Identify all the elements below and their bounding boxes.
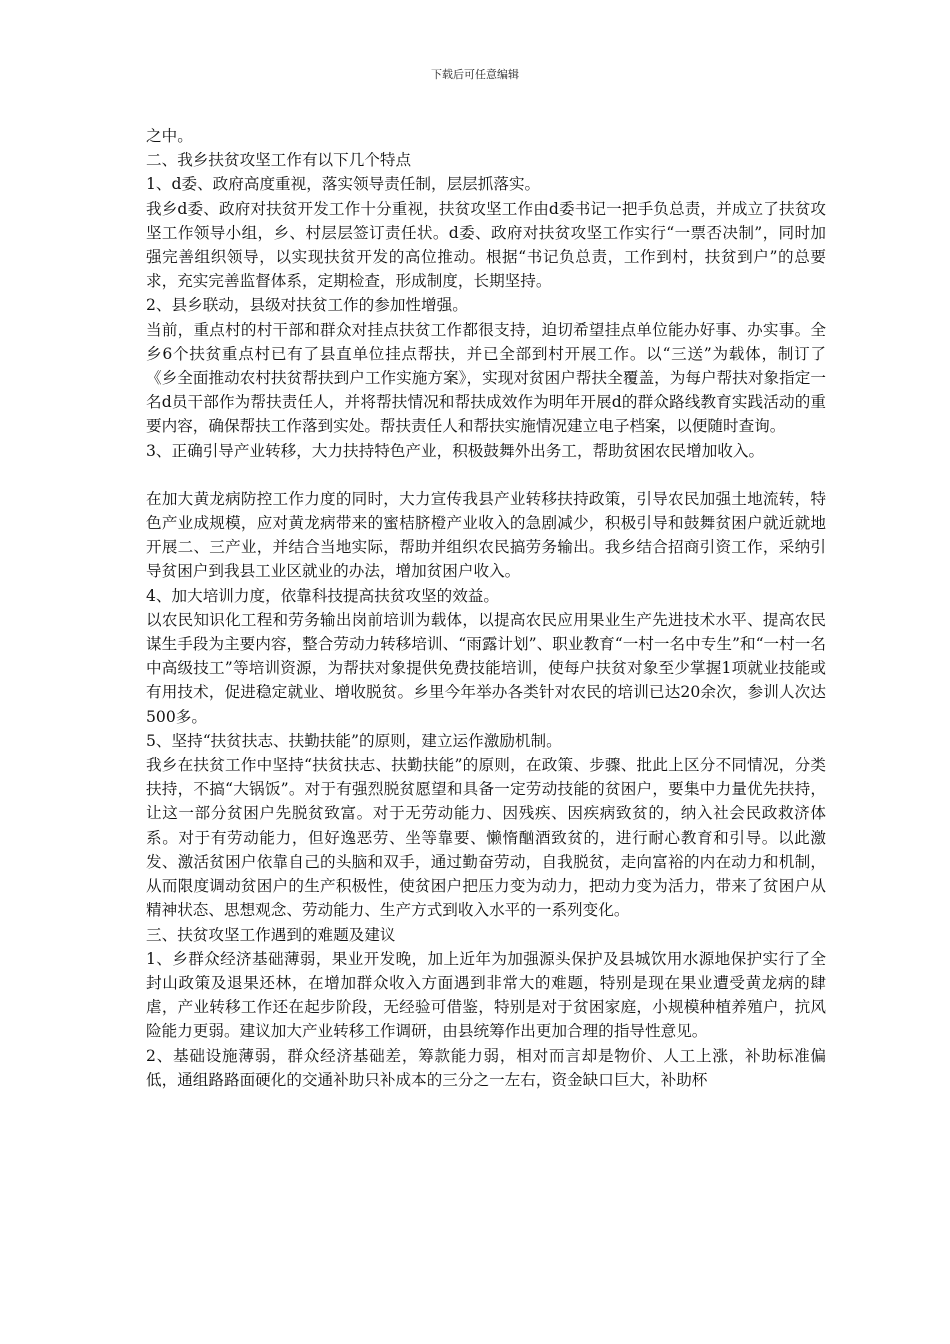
blank-line [146, 463, 826, 487]
subheading: 3、正确引导产业转移，大力扶持特色产业，积极鼓舞外出务工，帮助贫困农民增加收入。 [146, 441, 765, 460]
paragraph: 以农民知识化工程和劳务输出岗前培训为载体，以提高农民应用果业生产先进技术水平、提高农民谋生手段为主要内容，整合劳动力转移培训、“雨露计划”、职业教育“一村一名中专生”和“一村一名中高级技工”等培训资源，为帮扶对象提供免费技能培训，使每户扶贫对象至少掌握1项就业技能或有用技术，促进稳定就业、增收脱贫。乡里今年举办各类针对农民的培训已达20余次，参训人次达500多。 [146, 610, 826, 726]
paragraph: 2、基础设施薄弱，群众经济基础差，筹款能力弱，相对而言却是物价、人工上涨，补助标准偏低，通组路路面硬化的交通补助只补成本的三分之一左右，资金缺口巨大，补助杯 [146, 1046, 826, 1089]
section-heading: 三、扶贫攻坚工作遇到的难题及建议 [146, 925, 396, 944]
paragraph: 我乡d委、政府对扶贫开发工作十分重视，扶贫攻坚工作由d委书记一把手负总责，并成立了扶贫攻坚工作领导小组，乡、村层层签订责任状。d委、政府对扶贫攻坚工作实行“一票否决制”，同时加强完善组织领导，以实现扶贫开发的高位推动。根据“书记负总责，工作到村，扶贫到户”的总要求，充实完善监督体系，定期检查，形成制度，长期坚持。 [146, 199, 826, 291]
section-heading: 二、我乡扶贫攻坚工作有以下几个特点 [146, 151, 412, 170]
document-body [146, 124, 826, 1092]
subheading: 1、d委、政府高度重视，落实领导责任制，层层抓落实。 [146, 175, 541, 194]
subheading: 2、县乡联动，县级对扶贫工作的参加性增强。 [146, 296, 468, 315]
paragraph: 当前，重点村的村干部和群众对挂点扶贫工作都很支持，迫切希望挂点单位能办好事、办实事。全乡6个扶贫重点村已有了县直单位挂点帮扶，并已全部到村开展工作。以“三送”为载体，制订了《乡全面推动农村扶贫帮扶到户工作实施方案》，实现对贫困户帮扶全覆盖，为每户帮扶对象指定一名d员干部作为帮扶责任人，并将帮扶情况和帮扶成效作为明年开展d的群众路线教育实践活动的重要内容，确保帮扶工作落到实处。帮扶责任人和帮扶实施情况建立电子档案，以便随时查询。 [146, 320, 826, 436]
subheading: 4、加大培训力度，依靠科技提高扶贫攻坚的效益。 [146, 586, 499, 605]
paragraph: 我乡在扶贫工作中坚持“扶贫扶志、扶勤扶能”的原则，在政策、步骤、批此上区分不同情况，分类扶持，不搞“大锅饭”。对于有强烈脱贫愿望和具备一定劳动技能的贫困户，要集中力量优先扶持，让这一部分贫困户先脱贫致富。对于无劳动能力、因残疾、因疾病致贫的，纳入社会民政救济体系。对于有劳动能力，但好逸恶劳、坐等靠要、懒惰酗酒致贫的，进行耐心教育和引导。以此激发、激活贫困户依靠自己的头脑和双手，通过勤奋劳动，自我脱贫，走向富裕的内在动力和机制，从而限度调动贫困户的生产积极性，使贫困户把压力变为动力，把动力变为活力，带来了贫困户从精神状态、思想观念、劳动能力、生产方式到收入水平的一系列变化。 [146, 756, 826, 920]
paragraph: 1、乡群众经济基础薄弱，果业开发晚，加上近年为加强源头保护及县城饮用水源地保护实行了全封山政策及退果还林，在增加群众收入方面遇到非常大的难题，特别是现在果业遭受黄龙病的肆虐，产业转移工作还在起步阶段，无经验可借鉴，特别是对于贫困家庭，小规模种植养殖户，抗风险能力更弱。建议加大产业转移工作调研，由县统筹作出更加合理的指导性意见。 [146, 949, 826, 1041]
paragraph: 在加大黄龙病防控工作力度的同时，大力宣传我县产业转移扶持政策，引导农民加强土地流转，特色产业成规模，应对黄龙病带来的蜜桔脐橙产业收入的急剧减少，积极引导和鼓舞贫困户就近就地开展二、三产业，并结合当地实际，帮助并组织农民搞劳务输出。我乡结合招商引资工作，采纳引导贫困户到我县工业区就业的办法，增加贫困户收入。 [146, 489, 826, 581]
paragraph: 之中。 [146, 127, 193, 145]
subheading: 5、坚持“扶贫扶志、扶勤扶能”的原则，建立运作激励机制。 [146, 731, 562, 750]
page-header: 下载后可任意编辑 [431, 68, 519, 81]
